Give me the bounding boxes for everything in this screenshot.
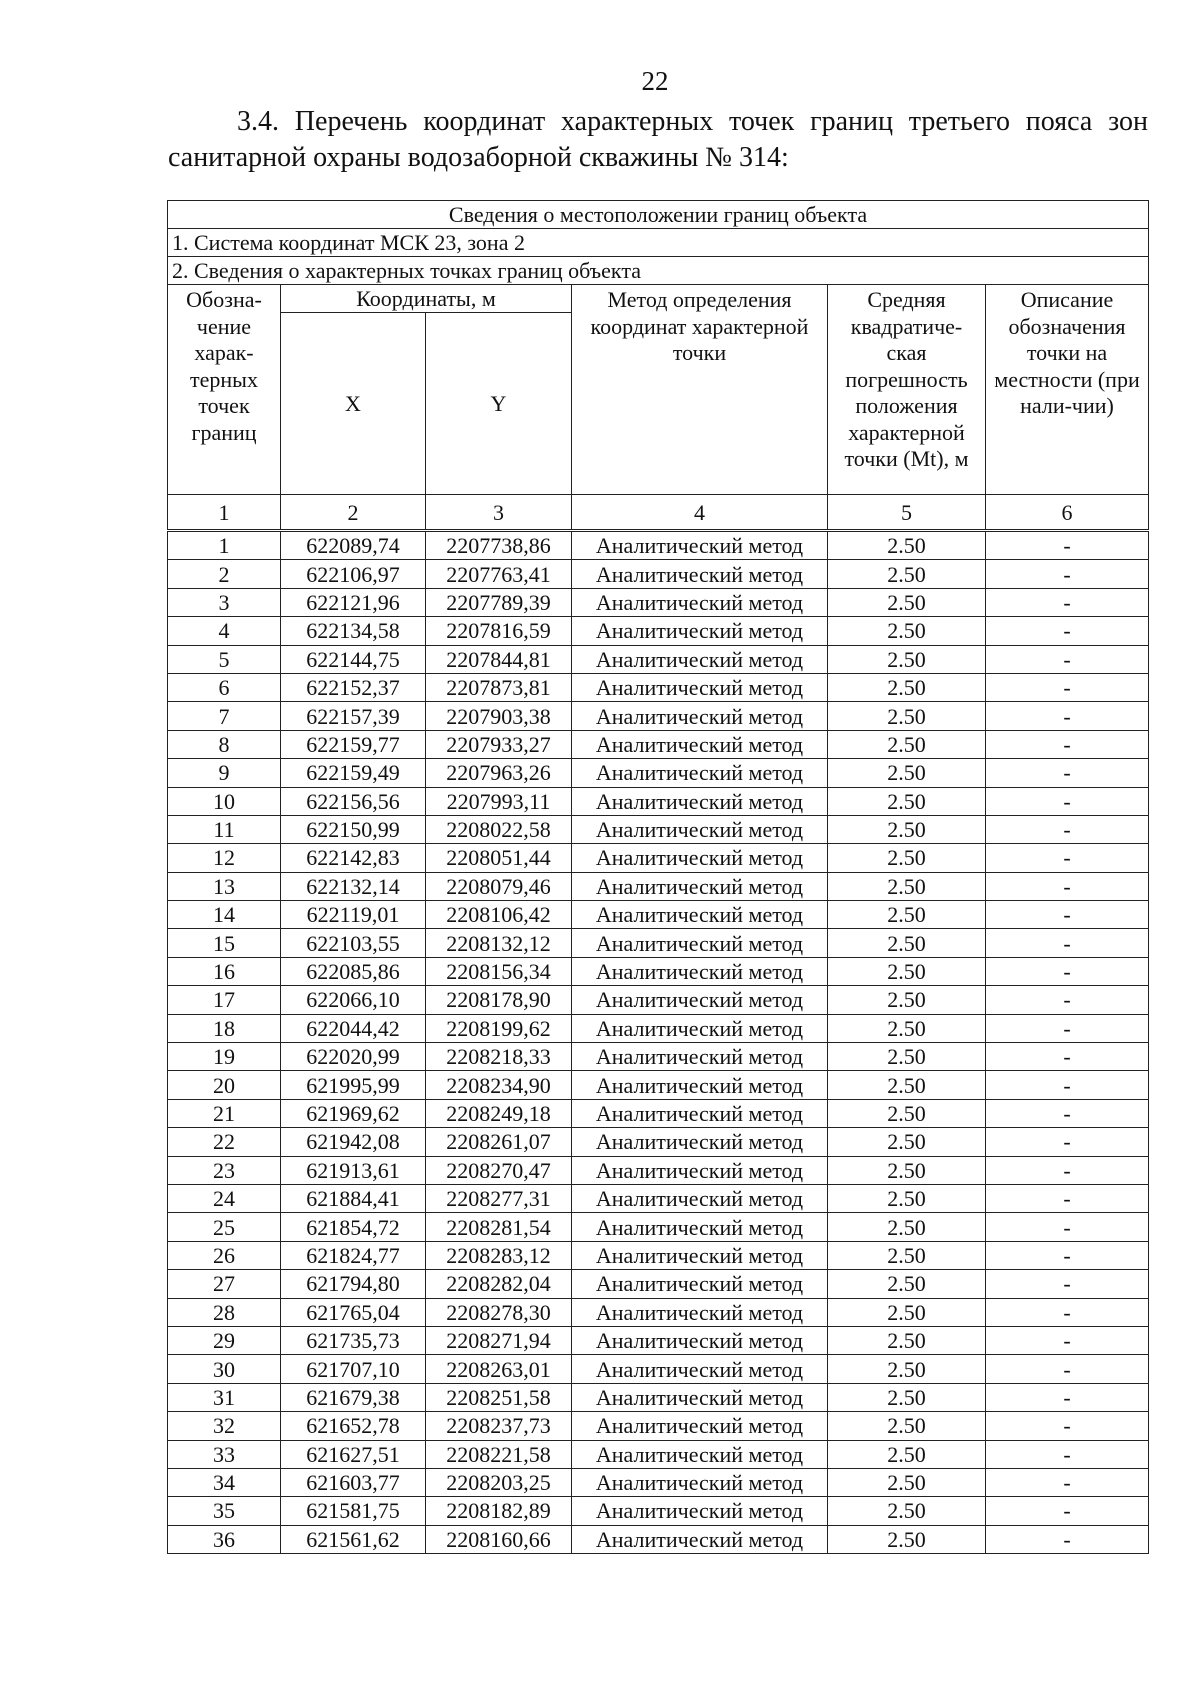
description-cell: - (986, 1468, 1149, 1496)
point-number-cell: 11 (168, 815, 281, 843)
point-number-cell: 13 (168, 872, 281, 900)
mt-error-cell: 2.50 (828, 1440, 986, 1468)
mt-error-cell: 2.50 (828, 1298, 986, 1326)
page-number: 22 (641, 66, 669, 96)
x-coordinate-cell: 621581,75 (281, 1497, 426, 1525)
method-cell: Аналитический метод (572, 730, 828, 758)
table-row (168, 844, 1149, 872)
description-cell: - (986, 1270, 1149, 1298)
description-cell: - (986, 844, 1149, 872)
y-coordinate-cell: 2208270,47 (426, 1156, 572, 1184)
y-coordinate-cell: 2207789,39 (426, 588, 572, 616)
method-cell: Аналитический метод (572, 1497, 828, 1525)
column-number-row (168, 495, 1149, 531)
table-row (168, 957, 1149, 985)
description-cell: - (986, 1156, 1149, 1184)
method-cell: Аналитический метод (572, 844, 828, 872)
point-number-cell: 26 (168, 1241, 281, 1269)
mt-error-cell: 2.50 (828, 531, 986, 560)
x-coordinate-cell: 621627,51 (281, 1440, 426, 1468)
x-coordinate-cell: 621884,41 (281, 1184, 426, 1212)
description-cell: - (986, 560, 1149, 588)
x-coordinate-cell: 622157,39 (281, 702, 426, 730)
mt-error-cell: 2.50 (828, 617, 986, 645)
point-number-cell: 25 (168, 1213, 281, 1241)
table-row (168, 673, 1149, 701)
header-error: Средняя квадратиче-ская погрешность положения характерной точки (Mt), м (828, 285, 986, 495)
table-title: Сведения о местоположении границ объекта (168, 201, 1149, 229)
x-coordinate-cell: 622144,75 (281, 645, 426, 673)
point-number-cell: 27 (168, 1270, 281, 1298)
header-y: Y (426, 313, 572, 495)
description-cell: - (986, 645, 1149, 673)
table-row (168, 588, 1149, 616)
y-coordinate-cell: 2208132,12 (426, 929, 572, 957)
point-number-cell: 31 (168, 1383, 281, 1411)
description-cell: - (986, 929, 1149, 957)
y-coordinate-cell: 2207963,26 (426, 759, 572, 787)
y-coordinate-cell: 2208237,73 (426, 1412, 572, 1440)
y-coordinate-cell: 2208178,90 (426, 986, 572, 1014)
description-cell: - (986, 1128, 1149, 1156)
method-cell: Аналитический метод (572, 1184, 828, 1212)
y-coordinate-cell: 2207738,86 (426, 531, 572, 560)
mt-error-cell: 2.50 (828, 759, 986, 787)
x-coordinate-cell: 621913,61 (281, 1156, 426, 1184)
x-coordinate-cell: 621561,62 (281, 1525, 426, 1553)
table-row (168, 1497, 1149, 1525)
point-number-cell: 33 (168, 1440, 281, 1468)
description-cell: - (986, 872, 1149, 900)
point-number-cell: 32 (168, 1412, 281, 1440)
mt-error-cell: 2.50 (828, 560, 986, 588)
description-cell: - (986, 1213, 1149, 1241)
y-coordinate-cell: 2207763,41 (426, 560, 572, 588)
section-heading (168, 104, 1148, 176)
method-cell: Аналитический метод (572, 588, 828, 616)
point-number-cell: 29 (168, 1326, 281, 1354)
y-coordinate-cell: 2207903,38 (426, 702, 572, 730)
mt-error-cell: 2.50 (828, 1099, 986, 1127)
x-coordinate-cell: 622159,77 (281, 730, 426, 758)
mt-error-cell: 2.50 (828, 929, 986, 957)
x-coordinate-cell: 621794,80 (281, 1270, 426, 1298)
description-cell: - (986, 617, 1149, 645)
x-coordinate-cell: 622089,74 (281, 531, 426, 560)
x-coordinate-cell: 621942,08 (281, 1128, 426, 1156)
description-cell: - (986, 1326, 1149, 1354)
method-cell: Аналитический метод (572, 1412, 828, 1440)
x-coordinate-cell: 621603,77 (281, 1468, 426, 1496)
mt-error-cell: 2.50 (828, 1270, 986, 1298)
y-coordinate-cell: 2207873,81 (426, 673, 572, 701)
y-coordinate-cell: 2208199,62 (426, 1014, 572, 1042)
x-coordinate-cell: 621735,73 (281, 1326, 426, 1354)
x-coordinate-cell: 621765,04 (281, 1298, 426, 1326)
method-cell: Аналитический метод (572, 702, 828, 730)
column-number: 6 (986, 495, 1149, 531)
method-cell: Аналитический метод (572, 1156, 828, 1184)
description-cell: - (986, 1440, 1149, 1468)
x-coordinate-cell: 621652,78 (281, 1412, 426, 1440)
method-cell: Аналитический метод (572, 1440, 828, 1468)
y-coordinate-cell: 2208182,89 (426, 1497, 572, 1525)
table-row (168, 1213, 1149, 1241)
x-coordinate-cell: 622044,42 (281, 1014, 426, 1042)
mt-error-cell: 2.50 (828, 1383, 986, 1411)
y-coordinate-cell: 2208263,01 (426, 1355, 572, 1383)
point-number-cell: 7 (168, 702, 281, 730)
method-cell: Аналитический метод (572, 1014, 828, 1042)
point-number-cell: 12 (168, 844, 281, 872)
description-cell: - (986, 1497, 1149, 1525)
y-coordinate-cell: 2208156,34 (426, 957, 572, 985)
x-coordinate-cell: 621995,99 (281, 1071, 426, 1099)
x-coordinate-cell: 622066,10 (281, 986, 426, 1014)
mt-error-cell: 2.50 (828, 645, 986, 673)
mt-error-cell: 2.50 (828, 1525, 986, 1553)
table-row (168, 1326, 1149, 1354)
x-coordinate-cell: 621824,77 (281, 1241, 426, 1269)
method-cell: Аналитический метод (572, 957, 828, 985)
point-number-cell: 9 (168, 759, 281, 787)
x-coordinate-cell: 621969,62 (281, 1099, 426, 1127)
point-number-cell: 15 (168, 929, 281, 957)
y-coordinate-cell: 2208160,66 (426, 1525, 572, 1553)
method-cell: Аналитический метод (572, 901, 828, 929)
method-cell: Аналитический метод (572, 1071, 828, 1099)
point-number-cell: 4 (168, 617, 281, 645)
description-cell: - (986, 815, 1149, 843)
y-coordinate-cell: 2207933,27 (426, 730, 572, 758)
description-cell: - (986, 1071, 1149, 1099)
y-coordinate-cell: 2208277,31 (426, 1184, 572, 1212)
table-row (168, 531, 1149, 560)
description-cell: - (986, 1014, 1149, 1042)
mt-error-cell: 2.50 (828, 730, 986, 758)
method-cell: Аналитический метод (572, 787, 828, 815)
mt-error-cell: 2.50 (828, 787, 986, 815)
header-method: Метод определения координат характерной точки (572, 285, 828, 495)
points-section-row: 2. Сведения о характерных точках границ объекта (168, 257, 1149, 285)
mt-error-cell: 2.50 (828, 901, 986, 929)
method-cell: Аналитический метод (572, 929, 828, 957)
mt-error-cell: 2.50 (828, 957, 986, 985)
y-coordinate-cell: 2208271,94 (426, 1326, 572, 1354)
mt-error-cell: 2.50 (828, 1043, 986, 1071)
method-cell: Аналитический метод (572, 1468, 828, 1496)
header-x: X (281, 313, 426, 495)
y-coordinate-cell: 2207844,81 (426, 645, 572, 673)
method-cell: Аналитический метод (572, 1043, 828, 1071)
table-row (168, 929, 1149, 957)
method-cell: Аналитический метод (572, 1270, 828, 1298)
method-cell: Аналитический метод (572, 1355, 828, 1383)
x-coordinate-cell: 622159,49 (281, 759, 426, 787)
x-coordinate-cell: 622106,97 (281, 560, 426, 588)
point-number-cell: 20 (168, 1071, 281, 1099)
point-number-cell: 23 (168, 1156, 281, 1184)
table-row (168, 702, 1149, 730)
method-cell: Аналитический метод (572, 645, 828, 673)
x-coordinate-cell: 622132,14 (281, 872, 426, 900)
mt-error-cell: 2.50 (828, 1184, 986, 1212)
description-cell: - (986, 673, 1149, 701)
table-row (168, 1468, 1149, 1496)
x-coordinate-cell: 622134,58 (281, 617, 426, 645)
x-coordinate-cell: 621679,38 (281, 1383, 426, 1411)
table-row (168, 1014, 1149, 1042)
table-row (168, 872, 1149, 900)
y-coordinate-cell: 2208249,18 (426, 1099, 572, 1127)
x-coordinate-cell: 622121,96 (281, 588, 426, 616)
point-number-cell: 5 (168, 645, 281, 673)
heading-line-1: 3.4. Перечень координат характерных точек границ третьего пояса зон (237, 106, 1148, 137)
y-coordinate-cell: 2208106,42 (426, 901, 572, 929)
table-row (168, 1412, 1149, 1440)
description-cell: - (986, 1383, 1149, 1411)
heading-line-2: санитарной охраны водозаборной скважины № 314: (168, 142, 789, 173)
method-cell: Аналитический метод (572, 1241, 828, 1269)
method-cell: Аналитический метод (572, 815, 828, 843)
description-cell: - (986, 1099, 1149, 1127)
method-cell: Аналитический метод (572, 1326, 828, 1354)
table-row (168, 1355, 1149, 1383)
mt-error-cell: 2.50 (828, 1326, 986, 1354)
column-number: 3 (426, 495, 572, 531)
header-coordinates: Координаты, м (281, 285, 572, 313)
y-coordinate-cell: 2208261,07 (426, 1128, 572, 1156)
x-coordinate-cell: 622152,37 (281, 673, 426, 701)
y-coordinate-cell: 2208278,30 (426, 1298, 572, 1326)
description-cell: - (986, 730, 1149, 758)
y-coordinate-cell: 2208282,04 (426, 1270, 572, 1298)
mt-error-cell: 2.50 (828, 588, 986, 616)
method-cell: Аналитический метод (572, 1525, 828, 1553)
y-coordinate-cell: 2208051,44 (426, 844, 572, 872)
point-number-cell: 6 (168, 673, 281, 701)
mt-error-cell: 2.50 (828, 844, 986, 872)
table-row (168, 1043, 1149, 1071)
table-row (168, 1241, 1149, 1269)
method-cell: Аналитический метод (572, 1298, 828, 1326)
point-number-cell: 18 (168, 1014, 281, 1042)
description-cell: - (986, 1412, 1149, 1440)
point-number-cell: 17 (168, 986, 281, 1014)
mt-error-cell: 2.50 (828, 673, 986, 701)
description-cell: - (986, 986, 1149, 1014)
method-cell: Аналитический метод (572, 1128, 828, 1156)
point-number-cell: 8 (168, 730, 281, 758)
column-number: 5 (828, 495, 986, 531)
description-cell: - (986, 957, 1149, 985)
table-row (168, 617, 1149, 645)
y-coordinate-cell: 2207993,11 (426, 787, 572, 815)
description-cell: - (986, 1043, 1149, 1071)
method-cell: Аналитический метод (572, 1213, 828, 1241)
mt-error-cell: 2.50 (828, 1497, 986, 1525)
mt-error-cell: 2.50 (828, 1355, 986, 1383)
point-number-cell: 22 (168, 1128, 281, 1156)
method-cell: Аналитический метод (572, 872, 828, 900)
y-coordinate-cell: 2208283,12 (426, 1241, 572, 1269)
mt-error-cell: 2.50 (828, 1468, 986, 1496)
description-cell: - (986, 702, 1149, 730)
mt-error-cell: 2.50 (828, 815, 986, 843)
x-coordinate-cell: 622156,56 (281, 787, 426, 815)
description-cell: - (986, 1184, 1149, 1212)
table-row (168, 1440, 1149, 1468)
description-cell: - (986, 588, 1149, 616)
table-row (168, 1270, 1149, 1298)
point-number-cell: 21 (168, 1099, 281, 1127)
header-designation: Обозна-чение харак-терных точек границ (168, 285, 281, 495)
method-cell: Аналитический метод (572, 986, 828, 1014)
column-number: 2 (281, 495, 426, 531)
x-coordinate-cell: 621854,72 (281, 1213, 426, 1241)
x-coordinate-cell: 622085,86 (281, 957, 426, 985)
table-row (168, 645, 1149, 673)
point-number-cell: 1 (168, 531, 281, 560)
x-coordinate-cell: 622142,83 (281, 844, 426, 872)
y-coordinate-cell: 2208251,58 (426, 1383, 572, 1411)
description-cell: - (986, 901, 1149, 929)
x-coordinate-cell: 622020,99 (281, 1043, 426, 1071)
table-row (168, 730, 1149, 758)
table-row (168, 560, 1149, 588)
point-number-cell: 19 (168, 1043, 281, 1071)
mt-error-cell: 2.50 (828, 1156, 986, 1184)
x-coordinate-cell: 622150,99 (281, 815, 426, 843)
y-coordinate-cell: 2208203,25 (426, 1468, 572, 1496)
point-number-cell: 28 (168, 1298, 281, 1326)
point-number-cell: 34 (168, 1468, 281, 1496)
method-cell: Аналитический метод (572, 1099, 828, 1127)
table-row (168, 986, 1149, 1014)
description-cell: - (986, 1298, 1149, 1326)
point-number-cell: 2 (168, 560, 281, 588)
method-cell: Аналитический метод (572, 617, 828, 645)
description-cell: - (986, 759, 1149, 787)
point-number-cell: 24 (168, 1184, 281, 1212)
y-coordinate-cell: 2207816,59 (426, 617, 572, 645)
point-number-cell: 3 (168, 588, 281, 616)
y-coordinate-cell: 2208079,46 (426, 872, 572, 900)
mt-error-cell: 2.50 (828, 986, 986, 1014)
description-cell: - (986, 531, 1149, 560)
point-number-cell: 10 (168, 787, 281, 815)
mt-error-cell: 2.50 (828, 702, 986, 730)
mt-error-cell: 2.50 (828, 872, 986, 900)
method-cell: Аналитический метод (572, 759, 828, 787)
mt-error-cell: 2.50 (828, 1213, 986, 1241)
table-row (168, 759, 1149, 787)
table-row (168, 1525, 1149, 1553)
method-cell: Аналитический метод (572, 1383, 828, 1411)
point-number-cell: 36 (168, 1525, 281, 1553)
x-coordinate-cell: 621707,10 (281, 1355, 426, 1383)
table-row (168, 787, 1149, 815)
x-coordinate-cell: 622103,55 (281, 929, 426, 957)
description-cell: - (986, 1525, 1149, 1553)
point-number-cell: 14 (168, 901, 281, 929)
coordinates-table (167, 200, 1149, 1554)
table-row (168, 1071, 1149, 1099)
table-row (168, 1184, 1149, 1212)
table-row (168, 1383, 1149, 1411)
table-row (168, 901, 1149, 929)
mt-error-cell: 2.50 (828, 1014, 986, 1042)
point-number-cell: 35 (168, 1497, 281, 1525)
table-row (168, 1099, 1149, 1127)
mt-error-cell: 2.50 (828, 1412, 986, 1440)
table-row (168, 1156, 1149, 1184)
header-description: Описание обозначения точки на местности (при нали-чии) (986, 285, 1149, 495)
y-coordinate-cell: 2208221,58 (426, 1440, 572, 1468)
y-coordinate-cell: 2208234,90 (426, 1071, 572, 1099)
mt-error-cell: 2.50 (828, 1241, 986, 1269)
description-cell: - (986, 787, 1149, 815)
description-cell: - (986, 1355, 1149, 1383)
method-cell: Аналитический метод (572, 673, 828, 701)
point-number-cell: 16 (168, 957, 281, 985)
column-number: 4 (572, 495, 828, 531)
mt-error-cell: 2.50 (828, 1128, 986, 1156)
table-row (168, 1298, 1149, 1326)
table-row (168, 815, 1149, 843)
table-row (168, 1128, 1149, 1156)
description-cell: - (986, 1241, 1149, 1269)
mt-error-cell: 2.50 (828, 1071, 986, 1099)
coord-system-row: 1. Система координат МСК 23, зона 2 (168, 229, 1149, 257)
method-cell: Аналитический метод (572, 531, 828, 560)
y-coordinate-cell: 2208022,58 (426, 815, 572, 843)
y-coordinate-cell: 2208281,54 (426, 1213, 572, 1241)
x-coordinate-cell: 622119,01 (281, 901, 426, 929)
column-number: 1 (168, 495, 281, 531)
method-cell: Аналитический метод (572, 560, 828, 588)
y-coordinate-cell: 2208218,33 (426, 1043, 572, 1071)
point-number-cell: 30 (168, 1355, 281, 1383)
